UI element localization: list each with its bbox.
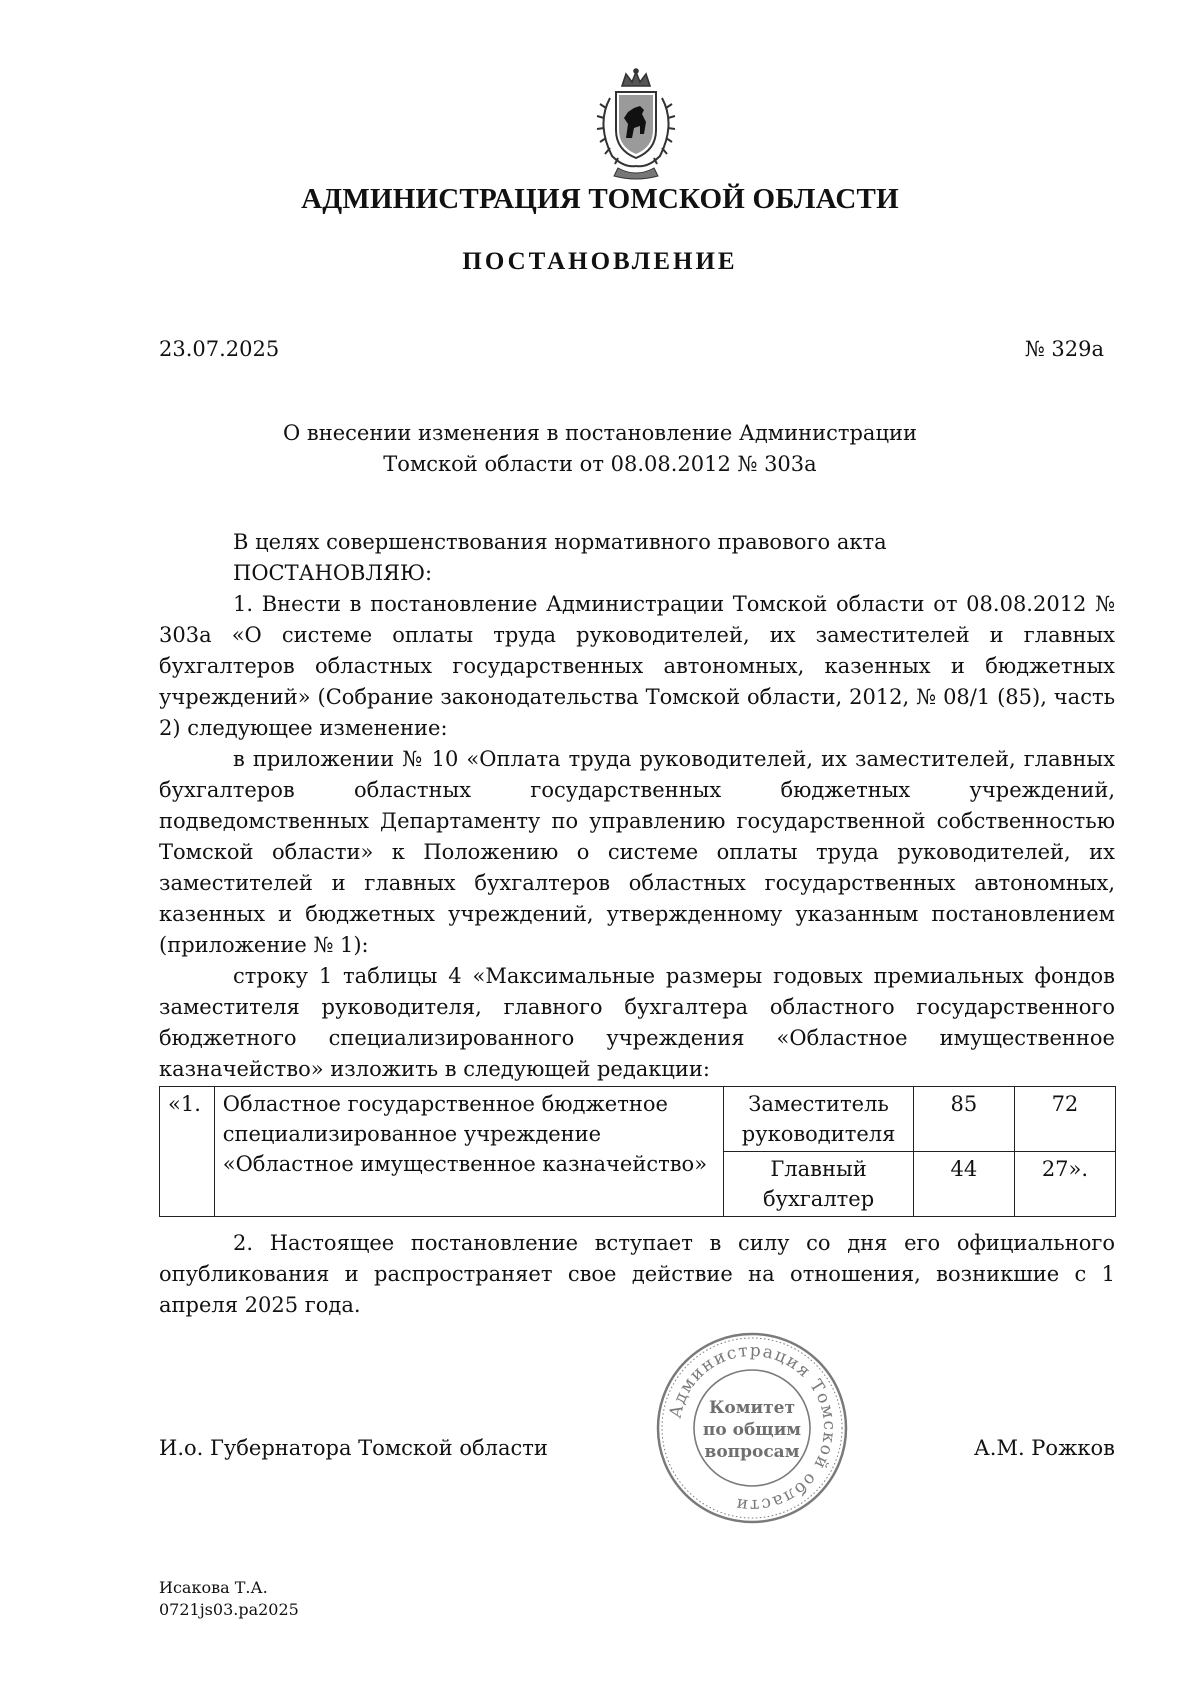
premium-fund-table xyxy=(159,1086,1116,1217)
signatory-position: И.о. Губернатора Томской области xyxy=(159,1436,548,1460)
position-cell: Главный бухгалтер xyxy=(724,1152,914,1217)
signatory-name: А.М. Рожков xyxy=(973,1436,1115,1460)
subject-line-2: Томской области от 08.08.2012 № 303а xyxy=(383,452,817,476)
table-row xyxy=(160,1087,1116,1152)
paragraph-decree: ПОСТАНОВЛЯЮ: xyxy=(233,561,433,585)
paragraph-table-row: строку 1 таблицы 4 «Максимальные размеры годовых премиальных фондов заместителя руководителя, главного бухгалтера областного государственного бюджетного специализированного учреждения «Областное имущественное казначейство» изложить в следующей редакции: xyxy=(159,964,1115,1081)
document-body xyxy=(159,527,1115,1085)
document-number: № 329а xyxy=(1024,337,1104,361)
row-number-cell: «1. xyxy=(160,1087,215,1217)
document-date: 23.07.2025 xyxy=(159,337,280,361)
subject-line-1: О внесении изменения в постановление Администрации xyxy=(283,421,917,445)
value-cell: 44 xyxy=(913,1152,1014,1217)
position-cell: Заместитель руководителя xyxy=(724,1087,914,1152)
institution-cell: Областное государственное бюджетное специализированное учреждение «Областное имущественное казначейство» xyxy=(214,1087,724,1217)
stamp-ring-text: Администрация Томской области xyxy=(665,1340,840,1516)
document-subject xyxy=(0,418,1200,480)
executor-name: Исакова Т.А. xyxy=(159,1578,268,1597)
stamp-center-line-1: Комитет xyxy=(708,1398,796,1418)
paragraph-appendix-10: в приложении № 10 «Оплата труда руководителей, их заместителей, главных бухгалтеров областных государственных бюджетных учреждений, подведомственных Департаменту по управлению государственной собственностью Томской области» к Положению о системе оплаты труда руководителей, их заместителей и главных бухгалтеров областных государственных автономных, казенных и бюджетных учреждений, утвержденному указанным постановлением (приложение № 1): xyxy=(159,747,1115,957)
organization-title: АДМИНИСТРАЦИЯ ТОМСКОЙ ОБЛАСТИ xyxy=(301,183,899,215)
paragraph-item-1: 1. Внести в постановление Администрации Томской области от 08.08.2012 № 303а «О системе оплаты труда руководителей, их заместителей и главных бухгалтеров областных государственных автономных, казенных и бюджетных учреждений» (Собрание законодательства Томской области, 2012, № 08/1 (85), часть 2) следующее изменение: xyxy=(159,592,1115,740)
value-cell: 85 xyxy=(913,1087,1014,1152)
executor-info xyxy=(159,1577,299,1621)
document-body-continued xyxy=(159,1228,1115,1321)
paragraph-purpose: В целях совершенствования нормативного правового акта xyxy=(233,530,887,554)
official-stamp xyxy=(654,1330,850,1526)
paragraph-item-2: 2. Настоящее постановление вступает в силу со дня его официального опубликования и распространяет свое действие на отношения, возникшие с 1 апреля 2025 года. xyxy=(159,1231,1115,1317)
document-type: ПОСТАНОВЛЕНИЕ xyxy=(462,248,738,275)
value-cell: 27». xyxy=(1014,1152,1115,1217)
document-code: 0721js03.pa2025 xyxy=(159,1600,299,1619)
stamp-center-line-3: вопросам xyxy=(704,1442,800,1462)
coat-of-arms-emblem xyxy=(578,68,694,180)
value-cell: 72 xyxy=(1014,1087,1115,1152)
stamp-center-line-2: по общим xyxy=(702,1420,802,1440)
